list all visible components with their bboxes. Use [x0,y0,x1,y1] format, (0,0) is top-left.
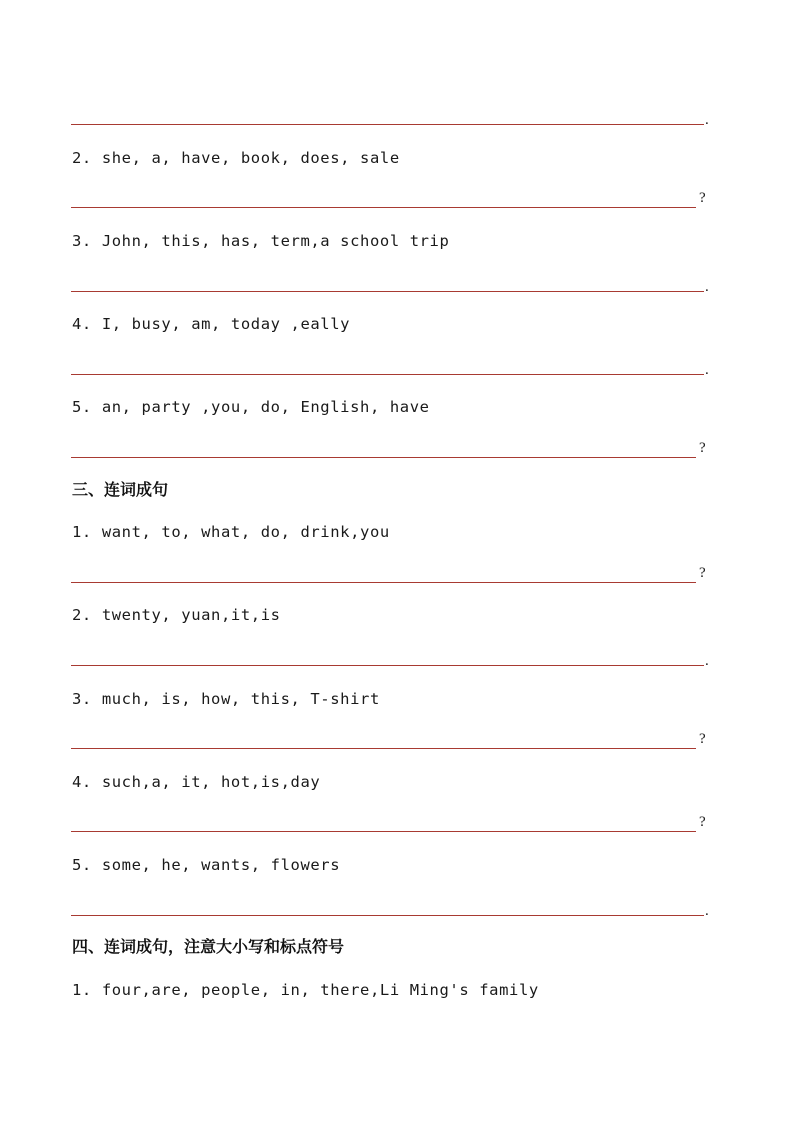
end-punctuation: ? [699,440,706,456]
question-number: 4. [72,315,92,333]
end-punctuation: ? [699,565,706,581]
answer-line[interactable] [71,915,704,916]
question-number: 1. [72,981,92,999]
question-number: 5. [72,856,92,874]
word-list: much, is, how, this, T-shirt [101,690,380,708]
question-number: 3. [72,690,92,708]
end-punctuation: ? [699,190,706,206]
end-punctuation: ? [699,814,706,830]
end-punctuation: . [705,112,709,128]
end-punctuation: . [705,653,709,669]
answer-line[interactable] [71,665,704,666]
answer-line[interactable] [71,207,696,208]
question-prompt [72,980,539,1000]
question-prompt [72,314,350,334]
word-list: she, a, have, book, does, sale [101,149,400,167]
question-number: 2. [72,606,92,624]
end-punctuation: . [705,903,709,919]
answer-line[interactable] [71,457,696,458]
answer-line[interactable] [71,124,704,125]
question-prompt [72,397,430,417]
question-number: 1. [72,523,92,541]
question-prompt [72,605,281,625]
word-list: I, busy, am, today ,eally [101,315,351,333]
question-number: 4. [72,773,92,791]
answer-line[interactable] [71,582,696,583]
word-list: four,are, people, in, there,Li Ming's family [101,981,539,999]
word-list: want, to, what, do, drink,you [101,523,390,541]
question-prompt [72,231,449,251]
answer-line[interactable] [71,291,704,292]
end-punctuation: . [705,362,709,378]
word-list: such,a, it, hot,is,day [101,773,321,791]
question-number: 3. [72,232,92,250]
question-prompt [72,855,340,875]
question-prompt [72,148,400,168]
answer-line[interactable] [71,374,704,375]
question-number: 2. [72,149,92,167]
section-heading: 四、连词成句，注意大小写和标点符号 [72,937,345,956]
question-prompt [72,522,390,542]
question-prompt [72,772,320,792]
answer-line[interactable] [71,748,696,749]
word-list: some, he, wants, flowers [101,856,341,874]
section-heading: 三、连词成句 [72,480,169,499]
end-punctuation: . [705,279,709,295]
end-punctuation: ? [699,731,706,747]
question-number: 5. [72,398,92,416]
word-list: twenty, yuan,it,is [101,606,281,624]
answer-line[interactable] [71,831,696,832]
word-list: John, this, has, term,a school trip [101,232,450,250]
word-list: an, party ,you, do, English, have [101,398,430,416]
question-prompt [72,689,380,709]
